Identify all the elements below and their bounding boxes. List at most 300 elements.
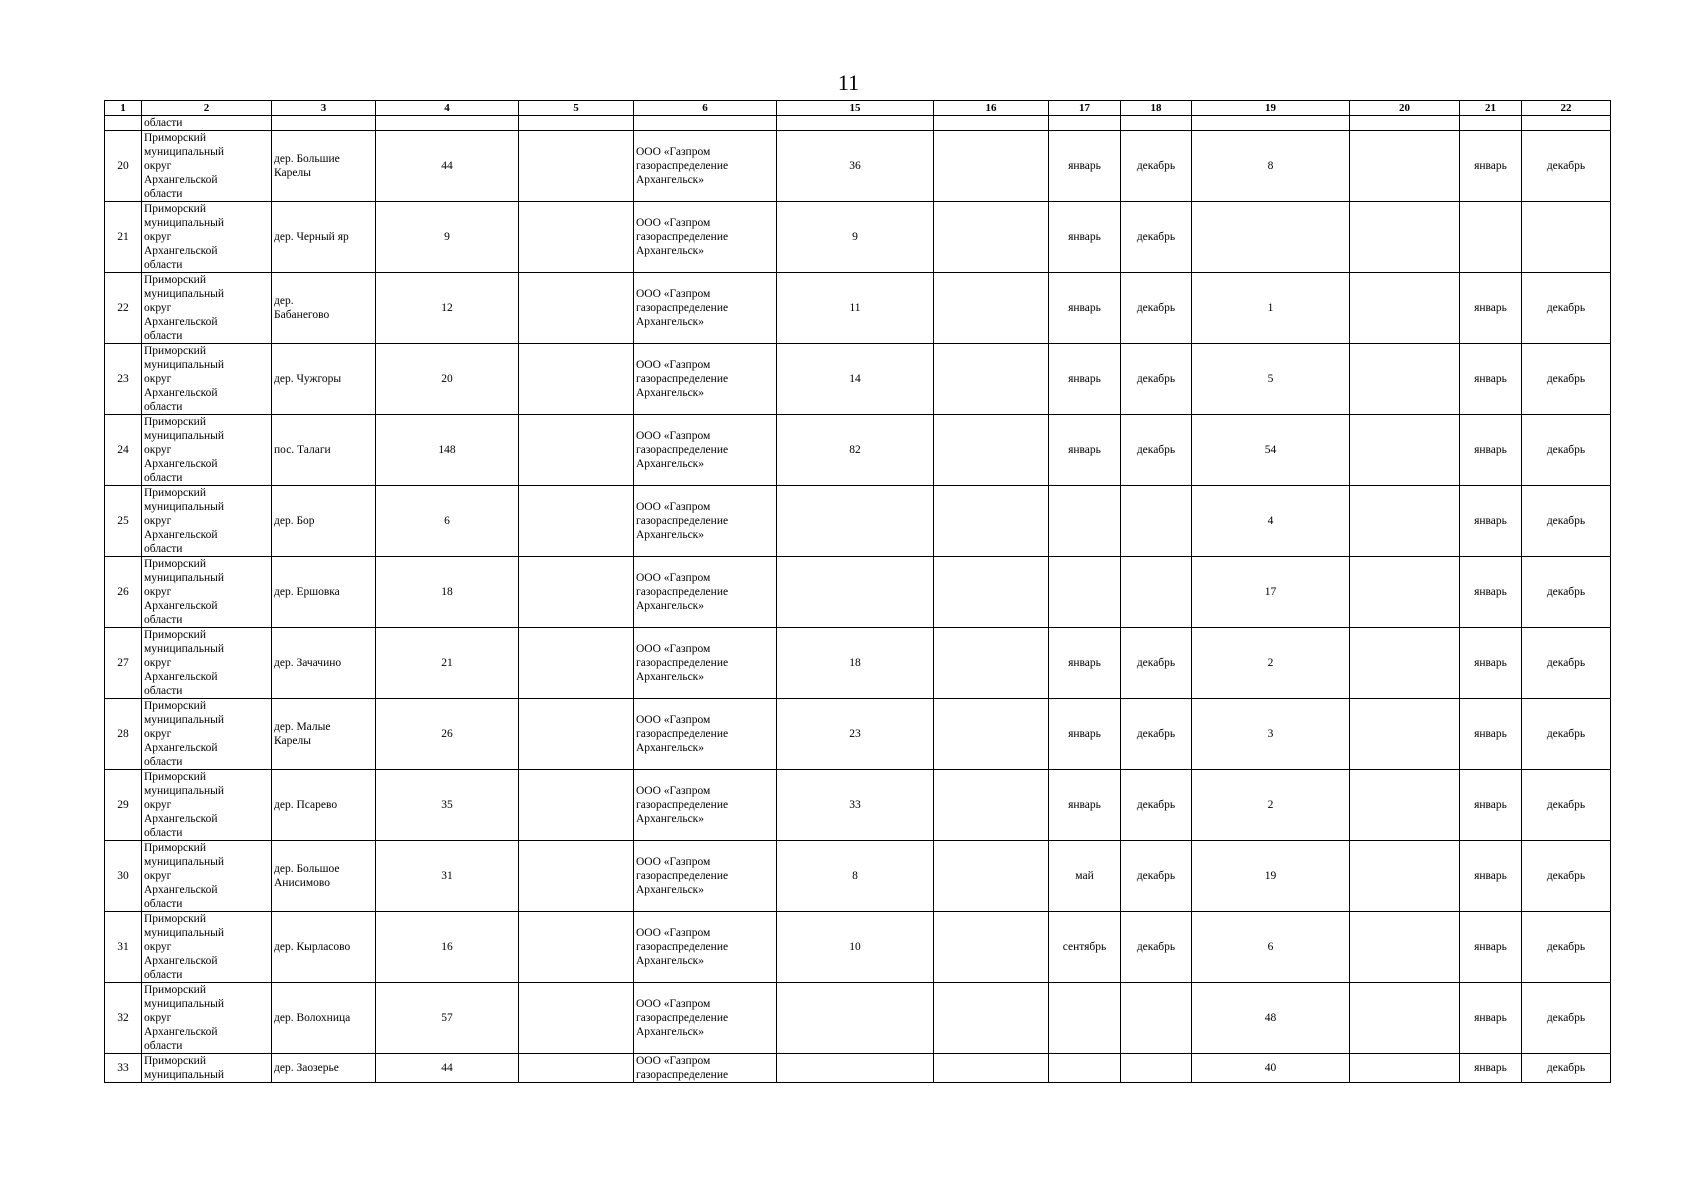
column-header-15: 15 (777, 101, 934, 116)
municipality-cell-line: округ (144, 444, 172, 456)
organization-cell-line: ООО «Газпром (636, 785, 711, 797)
col-20-cell (1350, 415, 1460, 486)
col-16-cell (934, 486, 1049, 557)
municipality-cell-line: округ (144, 231, 172, 243)
municipality-cell-line: округ (144, 941, 172, 953)
col-15-cell: 14 (777, 344, 934, 415)
settlement-cell-line: дер. Бор (274, 515, 315, 527)
municipality-cell-line: муниципальный (144, 785, 225, 797)
col-17-cell (1049, 557, 1121, 628)
organization-cell-line: Архангельск» (636, 316, 705, 328)
col-4-cell: 21 (376, 628, 519, 699)
settlement-cell (272, 628, 376, 699)
municipality-cell-line: муниципальный (144, 998, 225, 1010)
col-16-cell (934, 202, 1049, 273)
col-18-cell (1121, 486, 1192, 557)
row-number-cell: 30 (105, 841, 142, 912)
col-19-cell: 48 (1192, 983, 1350, 1054)
col-17-cell: январь (1049, 273, 1121, 344)
col-17-cell (1049, 983, 1121, 1054)
settlement-cell-line: Карелы (274, 735, 311, 747)
col-22-cell: декабрь (1522, 983, 1611, 1054)
settlement-cell (272, 202, 376, 273)
col-21-cell: январь (1460, 273, 1522, 344)
organization-cell-line: Архангельск» (636, 458, 705, 470)
municipality-cell (142, 415, 272, 486)
municipality-cell-line: округ (144, 1012, 172, 1024)
settlement-cell-line: дер. Зачачино (274, 657, 342, 669)
settlement-cell (272, 344, 376, 415)
municipality-cell-line: Приморский (144, 771, 206, 783)
municipality-cell-line: Архангельской (144, 387, 218, 399)
municipality-cell-line: области (144, 685, 183, 697)
col-17-cell: январь (1049, 202, 1121, 273)
col-5-cell (519, 344, 634, 415)
settlement-cell-line: Анисимово (274, 877, 331, 889)
municipality-cell-line: Приморский (144, 558, 206, 570)
col-17-cell: май (1049, 841, 1121, 912)
municipality-cell-line: Приморский (144, 132, 206, 144)
municipality-cell (142, 557, 272, 628)
col-5-cell (519, 557, 634, 628)
organization-cell-line: ООО «Газпром (636, 643, 711, 655)
municipality-cell-line: округ (144, 373, 172, 385)
municipality-cell-line: Архангельской (144, 813, 218, 825)
col-4-cell: 44 (376, 1054, 519, 1083)
col-4-cell: 20 (376, 344, 519, 415)
municipality-cell-line: муниципальный (144, 714, 225, 726)
municipality-cell (142, 770, 272, 841)
col-5-cell (519, 1054, 634, 1083)
municipality-cell-line: Архангельской (144, 955, 218, 967)
column-header-22: 22 (1522, 101, 1611, 116)
col-17-cell: январь (1049, 131, 1121, 202)
municipality-cell (142, 273, 272, 344)
municipality-cell-line: области (144, 614, 183, 626)
column-header-3: 3 (272, 101, 376, 116)
organization-cell-line: Архангельск» (636, 671, 705, 683)
settlement-cell (272, 983, 376, 1054)
table-row (105, 983, 1611, 1054)
col-19-cell: 3 (1192, 699, 1350, 770)
col-22-cell: декабрь (1522, 131, 1611, 202)
col-5-cell (519, 415, 634, 486)
settlement-cell (272, 273, 376, 344)
col-19-cell: 17 (1192, 557, 1350, 628)
col-15-cell: 9 (777, 202, 934, 273)
col-5-cell (519, 628, 634, 699)
organization-cell-line: газораспределение (636, 586, 729, 598)
column-header-20: 20 (1350, 101, 1460, 116)
col-19-cell: 6 (1192, 912, 1350, 983)
organization-cell-line: ООО «Газпром (636, 359, 711, 371)
table-row (105, 415, 1611, 486)
col-20-cell (1350, 131, 1460, 202)
municipality-cell-line: области (144, 472, 183, 484)
organization-cell-line: газораспределение (636, 1069, 729, 1081)
col-4-cell: 148 (376, 415, 519, 486)
settlement-cell (272, 770, 376, 841)
municipality-cell-line: Архангельской (144, 316, 218, 328)
col-21-cell: январь (1460, 841, 1522, 912)
row-number-cell: 27 (105, 628, 142, 699)
settlement-cell-line: пос. Талаги (274, 444, 331, 456)
organization-cell-line: ООО «Газпром (636, 572, 711, 584)
municipality-cell-line: муниципальный (144, 501, 225, 513)
col-4-cell: 57 (376, 983, 519, 1054)
col-15-cell: 10 (777, 912, 934, 983)
row-number-cell: 23 (105, 344, 142, 415)
municipality-cell-line: Архангельской (144, 174, 218, 186)
table-row (105, 273, 1611, 344)
col-21-cell: январь (1460, 486, 1522, 557)
table-row (105, 131, 1611, 202)
column-header-1: 1 (105, 101, 142, 116)
col-15-cell: 82 (777, 415, 934, 486)
col-5-cell (519, 273, 634, 344)
municipality-cell-line: округ (144, 160, 172, 172)
col-4-cell: 9 (376, 202, 519, 273)
municipality-cell-line: округ (144, 657, 172, 669)
col-18-cell: декабрь (1121, 628, 1192, 699)
col-15-cell (777, 983, 934, 1054)
col-17-cell: январь (1049, 344, 1121, 415)
col-18-cell: декабрь (1121, 131, 1192, 202)
row-number-cell: 32 (105, 983, 142, 1054)
col-4-cell: 35 (376, 770, 519, 841)
settlement-cell (272, 699, 376, 770)
col-19-cell: 19 (1192, 841, 1350, 912)
organization-cell-line: ООО «Газпром (636, 714, 711, 726)
col-15-cell: 11 (777, 273, 934, 344)
settlement-cell-line: Карелы (274, 167, 311, 179)
table-row (105, 628, 1611, 699)
col-16-cell (934, 770, 1049, 841)
col-19-cell: 5 (1192, 344, 1350, 415)
col-16-cell (934, 344, 1049, 415)
municipality-cell-line: округ (144, 728, 172, 740)
municipality-cell-line: муниципальный (144, 927, 225, 939)
municipality-cell-line: области (144, 401, 183, 413)
col-20-cell (1350, 983, 1460, 1054)
organization-cell-line: ООО «Газпром (636, 927, 711, 939)
municipality-cell-line: Архангельской (144, 245, 218, 257)
municipality-cell-line: Архангельской (144, 1026, 218, 1038)
organization-cell-line: газораспределение (636, 799, 729, 811)
municipality-cell-line: муниципальный (144, 430, 225, 442)
municipality-cell-line: муниципальный (144, 288, 225, 300)
col-15-cell (777, 557, 934, 628)
municipality-cell-line: Приморский (144, 345, 206, 357)
municipality-cell-line: Приморский (144, 1055, 206, 1067)
municipality-cell-line: области (144, 1040, 183, 1052)
continuation-cell: области (142, 116, 272, 131)
organization-cell-line: ООО «Газпром (636, 856, 711, 868)
municipality-cell-line: муниципальный (144, 856, 225, 868)
row-number-cell: 31 (105, 912, 142, 983)
settlement-cell (272, 557, 376, 628)
organization-cell-line: ООО «Газпром (636, 1055, 711, 1067)
municipality-cell-line: Архангельской (144, 529, 218, 541)
municipality-cell-line: Приморский (144, 274, 206, 286)
settlement-cell (272, 841, 376, 912)
col-19-cell: 40 (1192, 1054, 1350, 1083)
column-header-21: 21 (1460, 101, 1522, 116)
col-19-cell: 54 (1192, 415, 1350, 486)
municipality-cell-line: Приморский (144, 984, 206, 996)
row-number-cell: 22 (105, 273, 142, 344)
col-17-cell: сентябрь (1049, 912, 1121, 983)
col-18-cell: декабрь (1121, 699, 1192, 770)
organization-cell-line: газораспределение (636, 941, 729, 953)
municipality-cell-line: Архангельской (144, 671, 218, 683)
col-4-cell: 31 (376, 841, 519, 912)
column-header-5: 5 (519, 101, 634, 116)
col-4-cell: 26 (376, 699, 519, 770)
col-17-cell (1049, 1054, 1121, 1083)
col-15-cell: 18 (777, 628, 934, 699)
col-4-cell: 12 (376, 273, 519, 344)
organization-cell-line: ООО «Газпром (636, 217, 711, 229)
settlement-cell (272, 415, 376, 486)
municipality-cell-line: округ (144, 302, 172, 314)
col-21-cell: январь (1460, 557, 1522, 628)
row-number-cell: 29 (105, 770, 142, 841)
municipality-cell-line: области (144, 188, 183, 200)
settlement-cell (272, 131, 376, 202)
col-20-cell (1350, 770, 1460, 841)
organization-cell-line: Архангельск» (636, 813, 705, 825)
organization-cell-line: ООО «Газпром (636, 430, 711, 442)
municipality-cell-line: муниципальный (144, 1069, 225, 1081)
col-19-cell: 2 (1192, 628, 1350, 699)
col-18-cell (1121, 983, 1192, 1054)
continuation-row (105, 116, 1611, 131)
col-5-cell (519, 983, 634, 1054)
organization-cell-line: газораспределение (636, 1012, 729, 1024)
col-19-cell: 8 (1192, 131, 1350, 202)
municipality-cell-line: муниципальный (144, 217, 225, 229)
municipality-cell-line: Приморский (144, 203, 206, 215)
column-header-18: 18 (1121, 101, 1192, 116)
organization-cell (634, 770, 777, 841)
table-row (105, 202, 1611, 273)
municipality-cell-line: Архангельской (144, 742, 218, 754)
col-18-cell (1121, 557, 1192, 628)
municipality-cell (142, 486, 272, 557)
organization-cell-line: газораспределение (636, 231, 729, 243)
col-4-cell: 16 (376, 912, 519, 983)
col-15-cell (777, 486, 934, 557)
municipality-cell-line: области (144, 330, 183, 342)
row-number-cell: 26 (105, 557, 142, 628)
municipality-cell-line: муниципальный (144, 572, 225, 584)
organization-cell-line: газораспределение (636, 302, 729, 314)
col-16-cell (934, 628, 1049, 699)
col-22-cell: декабрь (1522, 770, 1611, 841)
organization-cell (634, 415, 777, 486)
col-20-cell (1350, 841, 1460, 912)
table-row (105, 557, 1611, 628)
municipality-cell-line: области (144, 543, 183, 555)
column-header-4: 4 (376, 101, 519, 116)
row-number-cell: 25 (105, 486, 142, 557)
col-20-cell (1350, 699, 1460, 770)
col-19-cell (1192, 202, 1350, 273)
col-18-cell: декабрь (1121, 841, 1192, 912)
col-15-cell (777, 1054, 934, 1083)
table-row (105, 344, 1611, 415)
col-18-cell: декабрь (1121, 770, 1192, 841)
col-18-cell: декабрь (1121, 344, 1192, 415)
col-17-cell: январь (1049, 628, 1121, 699)
municipality-cell-line: Приморский (144, 842, 206, 854)
municipality-cell-line: округ (144, 586, 172, 598)
table-row (105, 699, 1611, 770)
municipality-cell (142, 344, 272, 415)
organization-cell-line: Архангельск» (636, 884, 705, 896)
organization-cell-line: Архангельск» (636, 245, 705, 257)
settlement-cell-line: дер. Малые (274, 721, 331, 733)
organization-cell-line: ООО «Газпром (636, 501, 711, 513)
settlement-cell-line: дер. Черный яр (274, 231, 349, 243)
col-4-cell: 18 (376, 557, 519, 628)
settlement-cell-line: дер. Большие (274, 153, 340, 165)
col-19-cell: 2 (1192, 770, 1350, 841)
organization-cell-line: Архангельск» (636, 600, 705, 612)
col-22-cell: декабрь (1522, 1054, 1611, 1083)
row-number-cell: 28 (105, 699, 142, 770)
municipality-cell-line: области (144, 756, 183, 768)
col-22-cell: декабрь (1522, 699, 1611, 770)
table-row (105, 486, 1611, 557)
municipality-cell (142, 131, 272, 202)
organization-cell-line: газораспределение (636, 515, 729, 527)
organization-cell-line: Архангельск» (636, 1026, 705, 1038)
col-22-cell: декабрь (1522, 841, 1611, 912)
municipality-cell-line: округ (144, 515, 172, 527)
col-21-cell: январь (1460, 983, 1522, 1054)
col-16-cell (934, 415, 1049, 486)
col-22-cell: декабрь (1522, 557, 1611, 628)
row-number-cell: 24 (105, 415, 142, 486)
col-5-cell (519, 912, 634, 983)
col-21-cell: январь (1460, 415, 1522, 486)
col-17-cell: январь (1049, 770, 1121, 841)
col-15-cell: 8 (777, 841, 934, 912)
municipality-cell (142, 983, 272, 1054)
col-21-cell: январь (1460, 344, 1522, 415)
col-17-cell: январь (1049, 415, 1121, 486)
col-16-cell (934, 699, 1049, 770)
municipality-cell-line: округ (144, 870, 172, 882)
municipality-cell-line: области (144, 259, 183, 271)
municipality-cell-line: муниципальный (144, 359, 225, 371)
municipality-cell (142, 628, 272, 699)
settlement-cell-line: дер. Кырласово (274, 941, 351, 953)
organization-cell-line: газораспределение (636, 728, 729, 740)
municipality-cell-line: муниципальный (144, 643, 225, 655)
col-22-cell (1522, 202, 1611, 273)
settlement-cell-line: дер. Большое (274, 863, 340, 875)
municipality-cell-line: Приморский (144, 629, 206, 641)
settlement-cell-line: дер. Заозерье (274, 1062, 339, 1074)
municipality-cell-line: области (144, 969, 183, 981)
organization-cell-line: газораспределение (636, 657, 729, 669)
organization-cell-line: газораспределение (636, 373, 729, 385)
municipality-cell-line: Архангельской (144, 884, 218, 896)
col-16-cell (934, 273, 1049, 344)
col-17-cell: январь (1049, 699, 1121, 770)
col-20-cell (1350, 273, 1460, 344)
organization-cell (634, 1054, 777, 1083)
col-22-cell: декабрь (1522, 912, 1611, 983)
organization-cell-line: газораспределение (636, 160, 729, 172)
settlement-cell-line: дер. (274, 295, 294, 307)
row-number-cell: 20 (105, 131, 142, 202)
col-21-cell (1460, 202, 1522, 273)
row-number-cell: 33 (105, 1054, 142, 1083)
col-22-cell: декабрь (1522, 273, 1611, 344)
settlement-cell-line: дер. Волохница (274, 1012, 351, 1024)
municipality-cell-line: округ (144, 799, 172, 811)
organization-cell-line: газораспределение (636, 444, 729, 456)
organization-cell-line: ООО «Газпром (636, 998, 711, 1010)
col-16-cell (934, 983, 1049, 1054)
municipality-cell (142, 912, 272, 983)
col-21-cell: январь (1460, 131, 1522, 202)
municipality-cell-line: Архангельской (144, 600, 218, 612)
municipality-cell (142, 202, 272, 273)
col-16-cell (934, 1054, 1049, 1083)
settlement-cell-line: Бабанегово (274, 309, 330, 321)
settlement-cell (272, 912, 376, 983)
col-5-cell (519, 131, 634, 202)
col-5-cell (519, 699, 634, 770)
column-header-2: 2 (142, 101, 272, 116)
organization-cell (634, 912, 777, 983)
municipality-cell-line: области (144, 827, 183, 839)
settlement-cell-line: дер. Чужгоры (274, 373, 342, 385)
settlement-cell-line: дер. Ершовка (274, 586, 340, 598)
col-18-cell: декабрь (1121, 273, 1192, 344)
col-19-cell: 4 (1192, 486, 1350, 557)
organization-cell-line: ООО «Газпром (636, 146, 711, 158)
organization-cell (634, 841, 777, 912)
organization-cell-line: ООО «Газпром (636, 288, 711, 300)
col-18-cell: декабрь (1121, 202, 1192, 273)
organization-cell (634, 983, 777, 1054)
col-15-cell: 36 (777, 131, 934, 202)
organization-cell (634, 557, 777, 628)
data-table (104, 100, 1611, 1083)
organization-cell-line: Архангельск» (636, 955, 705, 967)
organization-cell (634, 699, 777, 770)
col-5-cell (519, 202, 634, 273)
organization-cell (634, 628, 777, 699)
row-number-cell: 21 (105, 202, 142, 273)
col-20-cell (1350, 202, 1460, 273)
col-18-cell: декабрь (1121, 415, 1192, 486)
organization-cell (634, 486, 777, 557)
col-20-cell (1350, 557, 1460, 628)
organization-cell (634, 131, 777, 202)
col-21-cell: январь (1460, 912, 1522, 983)
col-20-cell (1350, 628, 1460, 699)
settlement-cell (272, 1054, 376, 1083)
municipality-cell-line: Приморский (144, 913, 206, 925)
col-18-cell: декабрь (1121, 912, 1192, 983)
